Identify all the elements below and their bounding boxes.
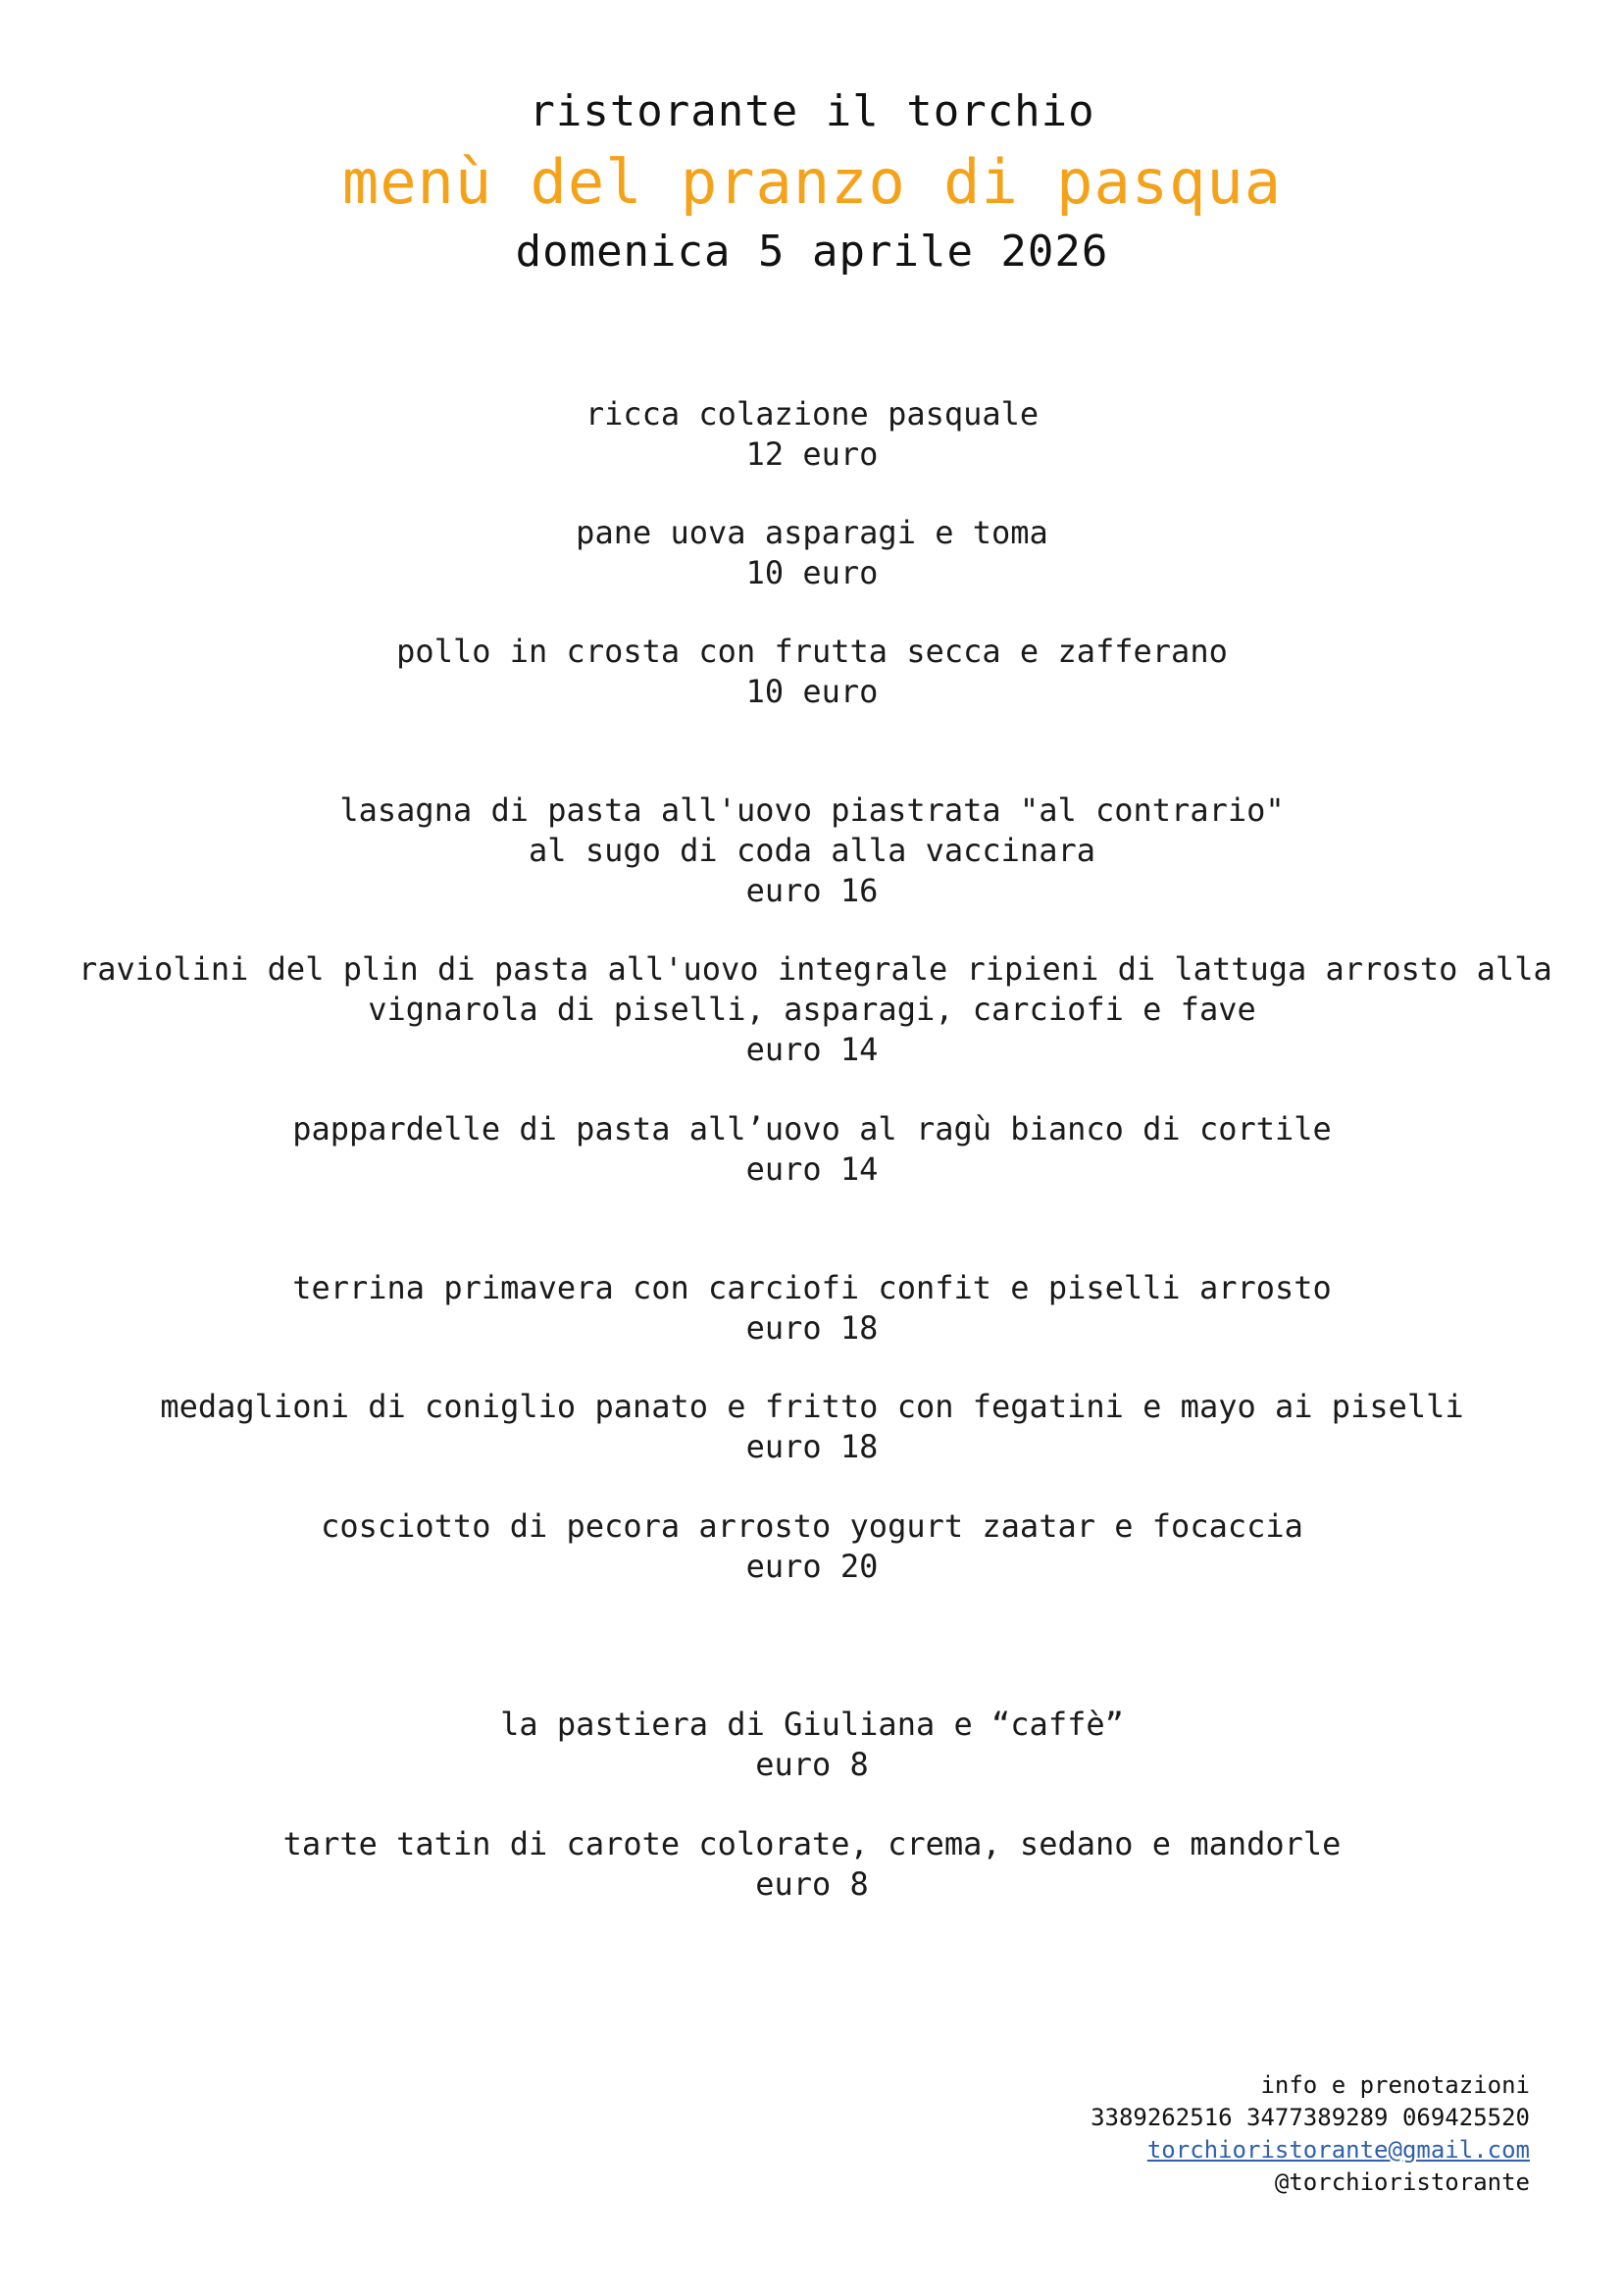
dish-price: 12 euro [745,435,879,473]
dish-name: la pastiera di Giuliana e “caffè” [500,1706,1124,1743]
dish-name: terrina primavera con carciofi confit e piselli arrosto [292,1269,1332,1306]
dish-item [78,632,1546,712]
contact-info [1091,2069,1530,2199]
social-handle: @torchioristorante [1274,2168,1530,2196]
menu-date: domenica 5 aprile 2026 [515,227,1109,277]
dish-name: pane uova asparagi e toma [576,514,1048,551]
dish-item [78,1387,1546,1467]
dish-item [78,513,1546,593]
dish-name: pappardelle di pasta all’uovo al ragù bianco di cortile [292,1110,1332,1147]
menu-header [0,80,1624,282]
dish-price: euro 18 [745,1309,879,1347]
email-link[interactable]: torchioristorante@gmail.com [1146,2136,1530,2164]
menu-title: menù del pranzo di pasqua [341,146,1283,218]
dish-name: lasagna di pasta all'uovo piastrata "al contrario" [339,791,1285,829]
phone-numbers: 3389262516 3477389289 069425520 [1091,2104,1530,2131]
dish-price: euro 16 [745,872,879,909]
dish-item [78,1268,1546,1349]
dish-price: euro 14 [745,1031,879,1068]
dish-name: raviolini del plin di pasta all'uovo integrale ripieni di lattuga arrosto alla [78,950,1552,988]
dish-price: euro 20 [745,1548,879,1585]
dish-name: vignarola di piselli, asparagi, carciofi e fave [368,991,1256,1028]
dish-item [78,1824,1546,1905]
dish-name: medaglioni di coniglio panato e fritto con fegatini e mayo ai piselli [160,1388,1464,1425]
dish-item [78,394,1546,475]
dish-name: al sugo di coda alla vaccinara [529,832,1095,869]
dish-price: 10 euro [745,554,879,591]
info-label: info e prenotazioni [1260,2071,1530,2099]
dish-item [78,1109,1546,1190]
dish-price: euro 8 [755,1865,869,1903]
dish-item [78,1506,1546,1587]
dish-item [78,949,1552,1070]
dish-name: tarte tatin di carote colorate, crema, sedano e mandorle [282,1825,1342,1862]
dish-name: cosciotto di pecora arrosto yogurt zaatar e focaccia [321,1507,1303,1545]
dish-price: euro 8 [755,1746,869,1783]
dish-item [78,1705,1546,1785]
dish-name: ricca colazione pasquale [584,395,1040,433]
restaurant-name: ristorante il torchio [529,86,1095,136]
dish-price: euro 18 [745,1428,879,1465]
dish-price: euro 14 [745,1150,879,1188]
dish-item [78,790,1546,911]
dish-name: pollo in crosta con frutta secca e zafferano [396,633,1228,670]
dish-price: 10 euro [745,673,879,710]
